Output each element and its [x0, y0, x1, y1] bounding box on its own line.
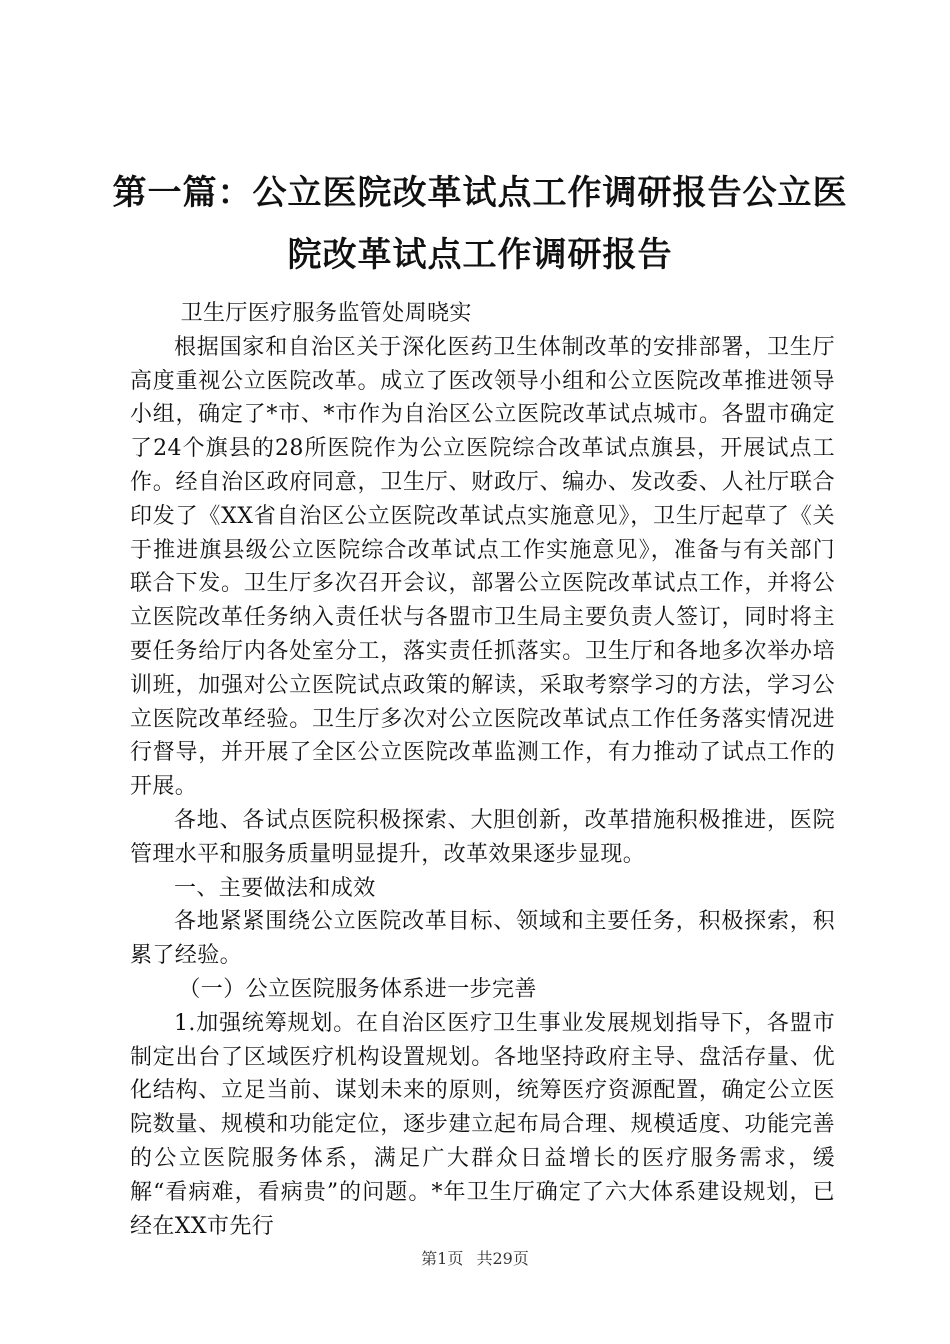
document-body [130, 297, 835, 1243]
paragraph-planning: 1.加强统筹规划。在自治区医疗卫生事业发展规划指导下，各盟市制定出台了区域医疗机构设置规划。各地坚持政府主导、盘活存量、优化结构、立足当前、谋划未来的原则，统筹医疗资源配置，确定公立医院数量、规模和功能定位，逐步建立起布局合理、规模适度、功能完善的公立医院服务体系，满足广大群众日益增长的医疗服务需求，缓解“看病难，看病贵”的问题。*年卫生厅确定了六大体系建设规划，已经在XX市先行 [130, 1010, 835, 1239]
paragraph-intro: 根据国家和自治区关于深化医药卫生体制改革的安排部署，卫生厅高度重视公立医院改革。成立了医改领导小组和公立医院改革推进领导小组，确定了*市、*市作为自治区公立医院改革试点城市。各盟市确定了24个旗县的28所医院作为公立医院综合改革试点旗县，开展试点工作。经自治区政府同意，卫生厅、财政厅、编办、发改委、人社厅联合印发了《XX省自治区公立医院改革试点实施意见》，卫生厅起草了《关于推进旗县级公立医院综合改革试点工作实施意见》，准备与有关部门联合下发。卫生厅多次召开会议，部署公立医院改革试点工作，并将公立医院改革任务纳入责任状与各盟市卫生局主要负责人签订，同时将主要任务给厅内各处室分工，落实责任抓落实。卫生厅和各地多次举办培训班，加强对公立医院试点政策的解读，采取考察学习的方法，学习公立医院改革经验。卫生厅多次对公立医院改革试点工作任务落实情况进行督导，并开展了全区公立医院改革监测工作，有力推动了试点工作的开展。 [130, 334, 835, 800]
subsection-heading-service-system: （一）公立医院服务体系进一步完善 [178, 976, 537, 1002]
author-line: 卫生厅医疗服务监管处周晓实 [180, 301, 472, 326]
page-total: 共29页 [476, 1249, 529, 1268]
page-footer [0, 1246, 950, 1269]
paragraph-section-intro: 各地紧紧围绕公立医院改革目标、领域和主要任务，积极探索，积累了经验。 [130, 909, 835, 969]
section-heading-main-practices: 一、主要做法和成效 [174, 875, 376, 901]
paragraph-summary: 各地、各试点医院积极探索、大胆创新，改革措施积极推进，医院管理水平和服务质量明显提升，改革效果逐步显现。 [130, 807, 835, 867]
page-number: 第1页 [421, 1249, 464, 1268]
document-title: 第一篇：公立医院改革试点工作调研报告公立医院改革试点工作调研报告 [112, 173, 848, 275]
